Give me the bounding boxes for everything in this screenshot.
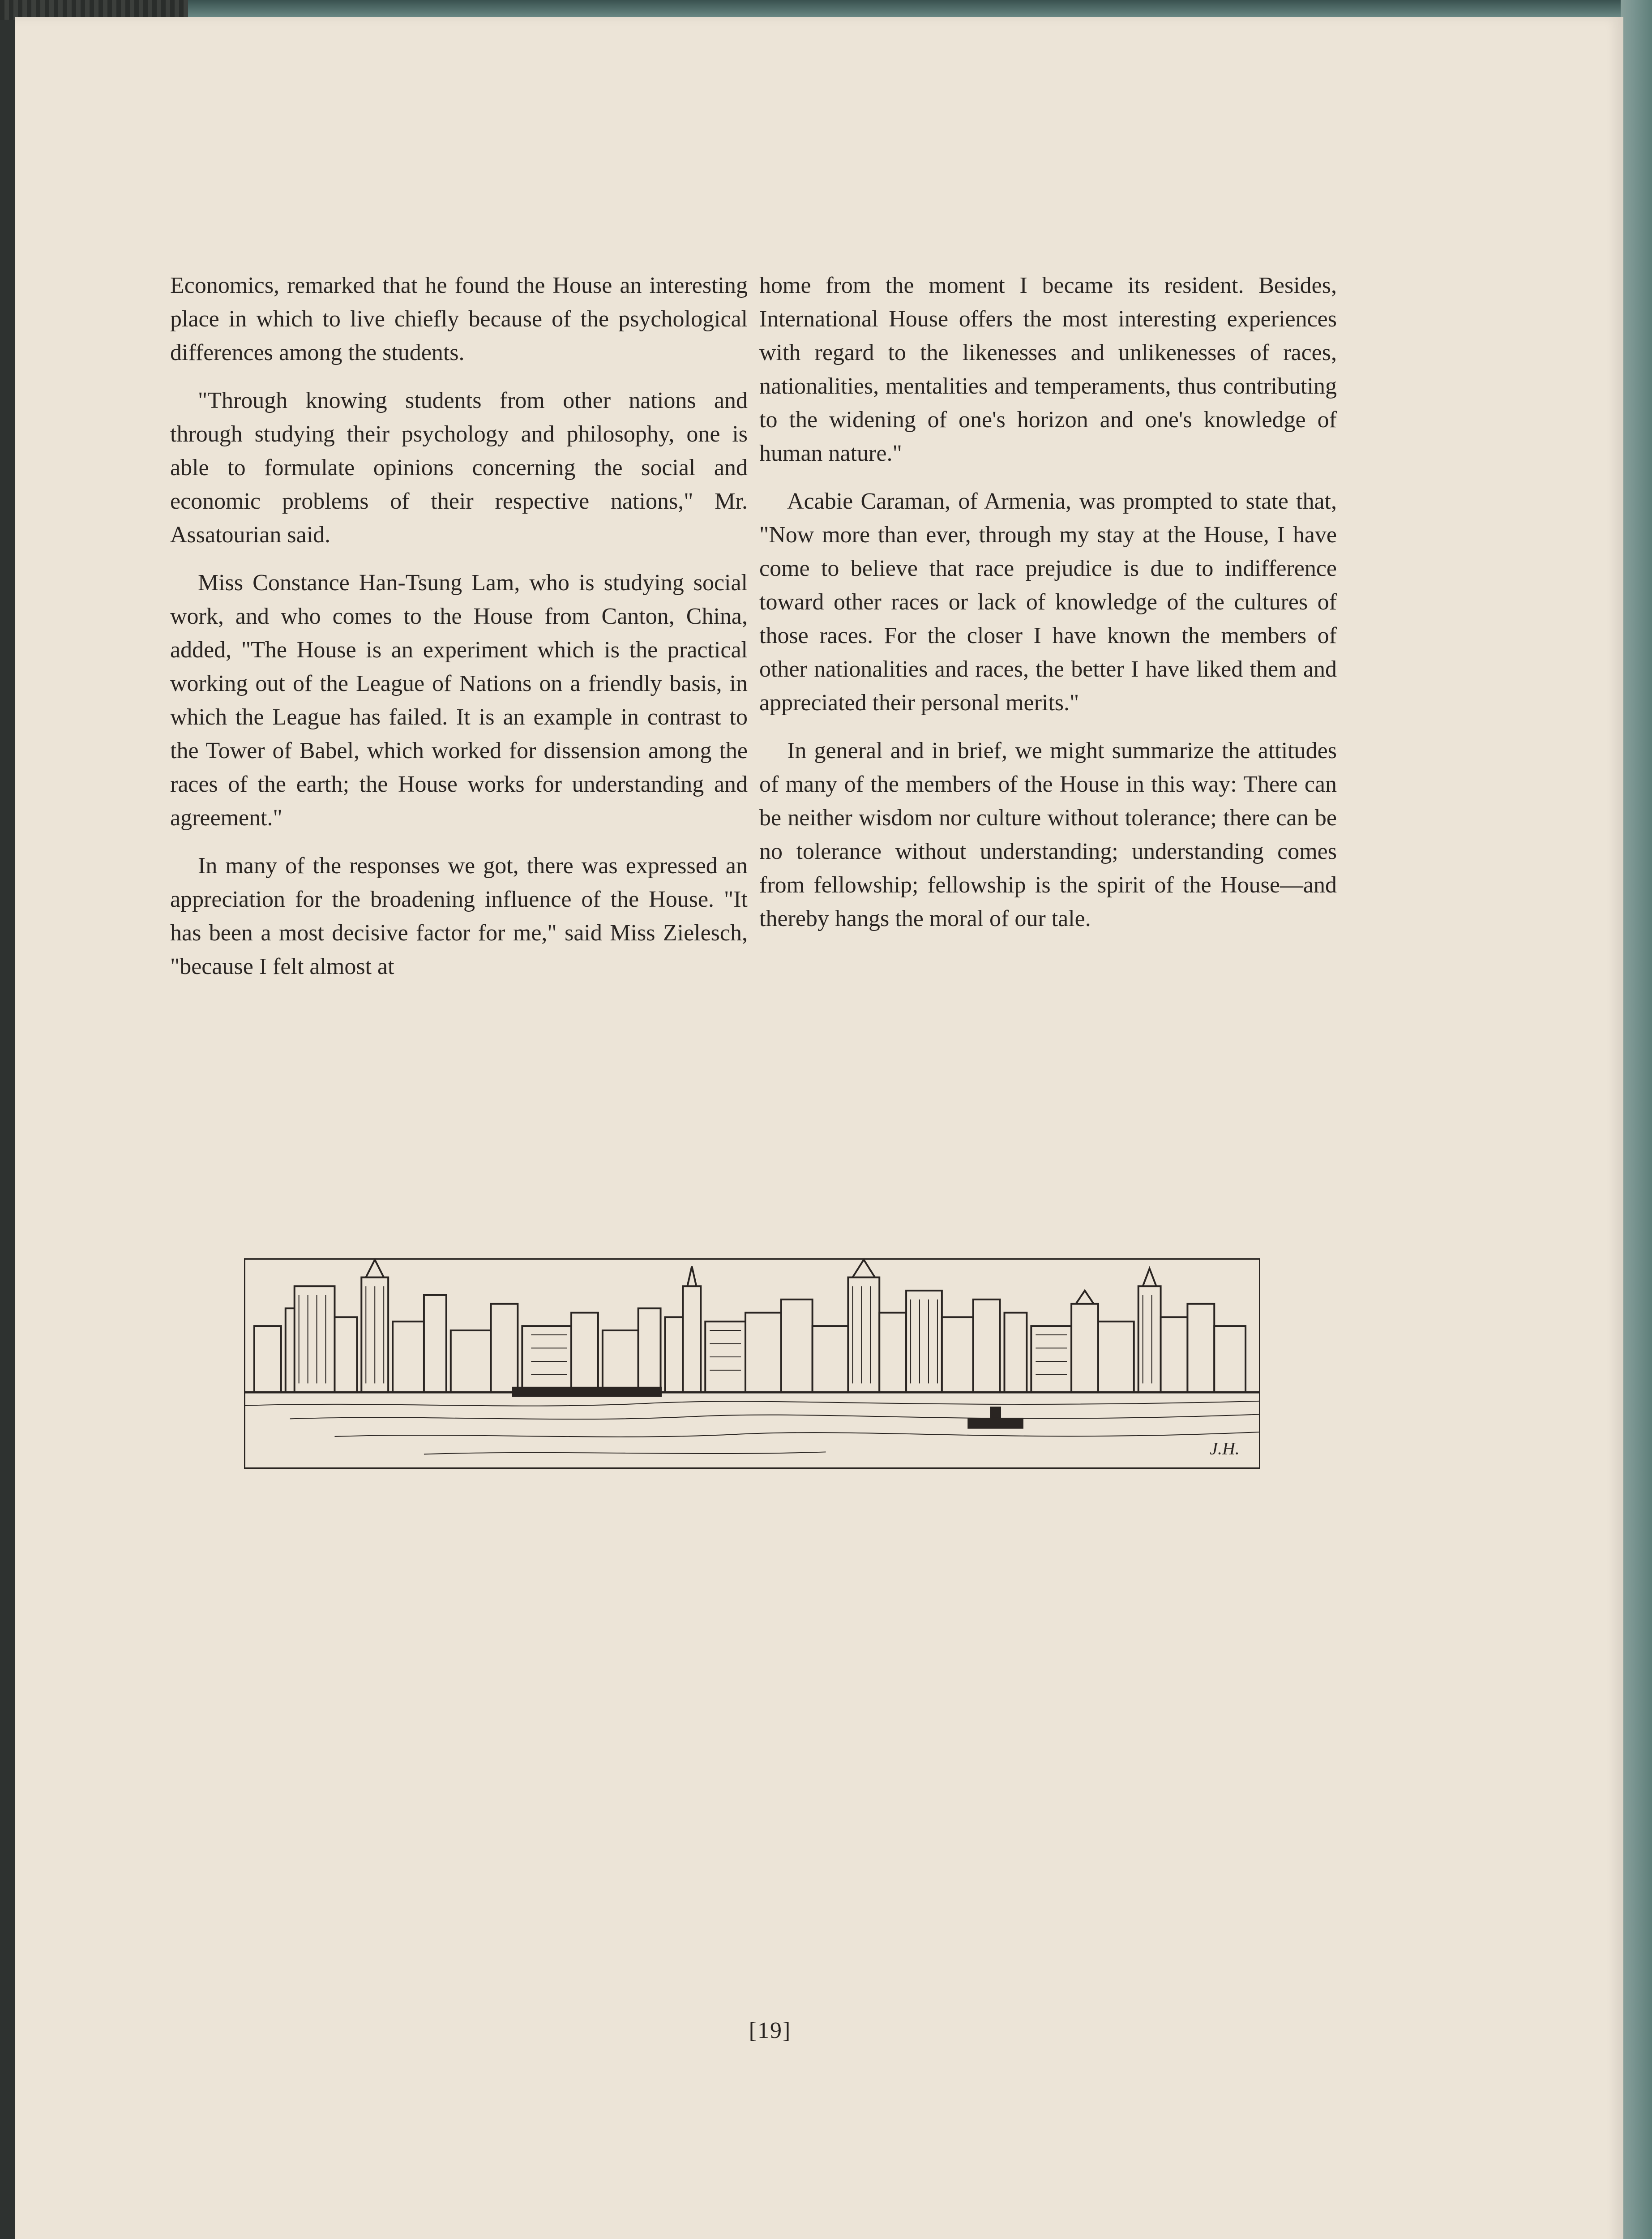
binding-top	[0, 0, 1652, 18]
page-number: [19]	[749, 2018, 792, 2043]
paragraph: home from the moment I became its resident. Besides, International House offers the most interesting experiences with regard to the likenesses and unlikenesses of races, nationalities, mentalities and temperaments, thus contributing to the widening of one's horizon and one's knowledge of human nature."	[759, 273, 1337, 466]
paragraph: Miss Constance Han-Tsung Lam, who is studying social work, and who comes to the House from Canton, China, added, "The House is an experiment which is the practical working out of the League of Nations on a friendly basis, in which the League has failed. It is an example in contrast to the Tower of Babel, which worked for dissension among the races of the earth; the House works for understanding and agreement."	[170, 570, 748, 831]
paragraph: In general and in brief, we might summarize the attitudes of many of the members of the House in this way: There can be neither wisdom nor culture without tolerance; there can be no tolerance without understanding; understanding comes from fellowship; fellowship is the spirit of the House—and thereby hangs the moral of our tale.	[759, 738, 1337, 931]
text-column-right	[759, 269, 1337, 950]
paragraph: Economics, remarked that he found the House an interesting place in which to live chiefly because of the psychological differences among the students.	[170, 273, 748, 365]
city-skyline-illustration	[244, 1258, 1260, 1469]
illustration-signature: J.H.	[1210, 1438, 1240, 1458]
paragraph: Acabie Caraman, of Armenia, was prompted to state that, "Now more than ever, through my stay at the House, I have come to believe that race prejudice is due to indifference toward other races or lack of knowledge of the cultures of those races. For the closer I have known the members of other nationalities and races, the better I have liked them and appreciated their personal merits."	[759, 489, 1337, 716]
page-edge	[1621, 0, 1652, 2239]
city-skyline-icon	[245, 1260, 1259, 1467]
paragraph: "Through knowing students from other nations and through studying their psychology and philosophy, one is able to formulate opinions concerning the social and economic problems of their respective nations," Mr. Assatourian said.	[170, 388, 748, 548]
paragraph: In many of the responses we got, there was expressed an appreciation for the broadening influence of the House. "It has been a most decisive factor for me," said Miss Zielesch, "because I felt almost at	[170, 853, 748, 979]
text-column-left	[170, 269, 748, 998]
binding-left	[0, 0, 15, 2239]
